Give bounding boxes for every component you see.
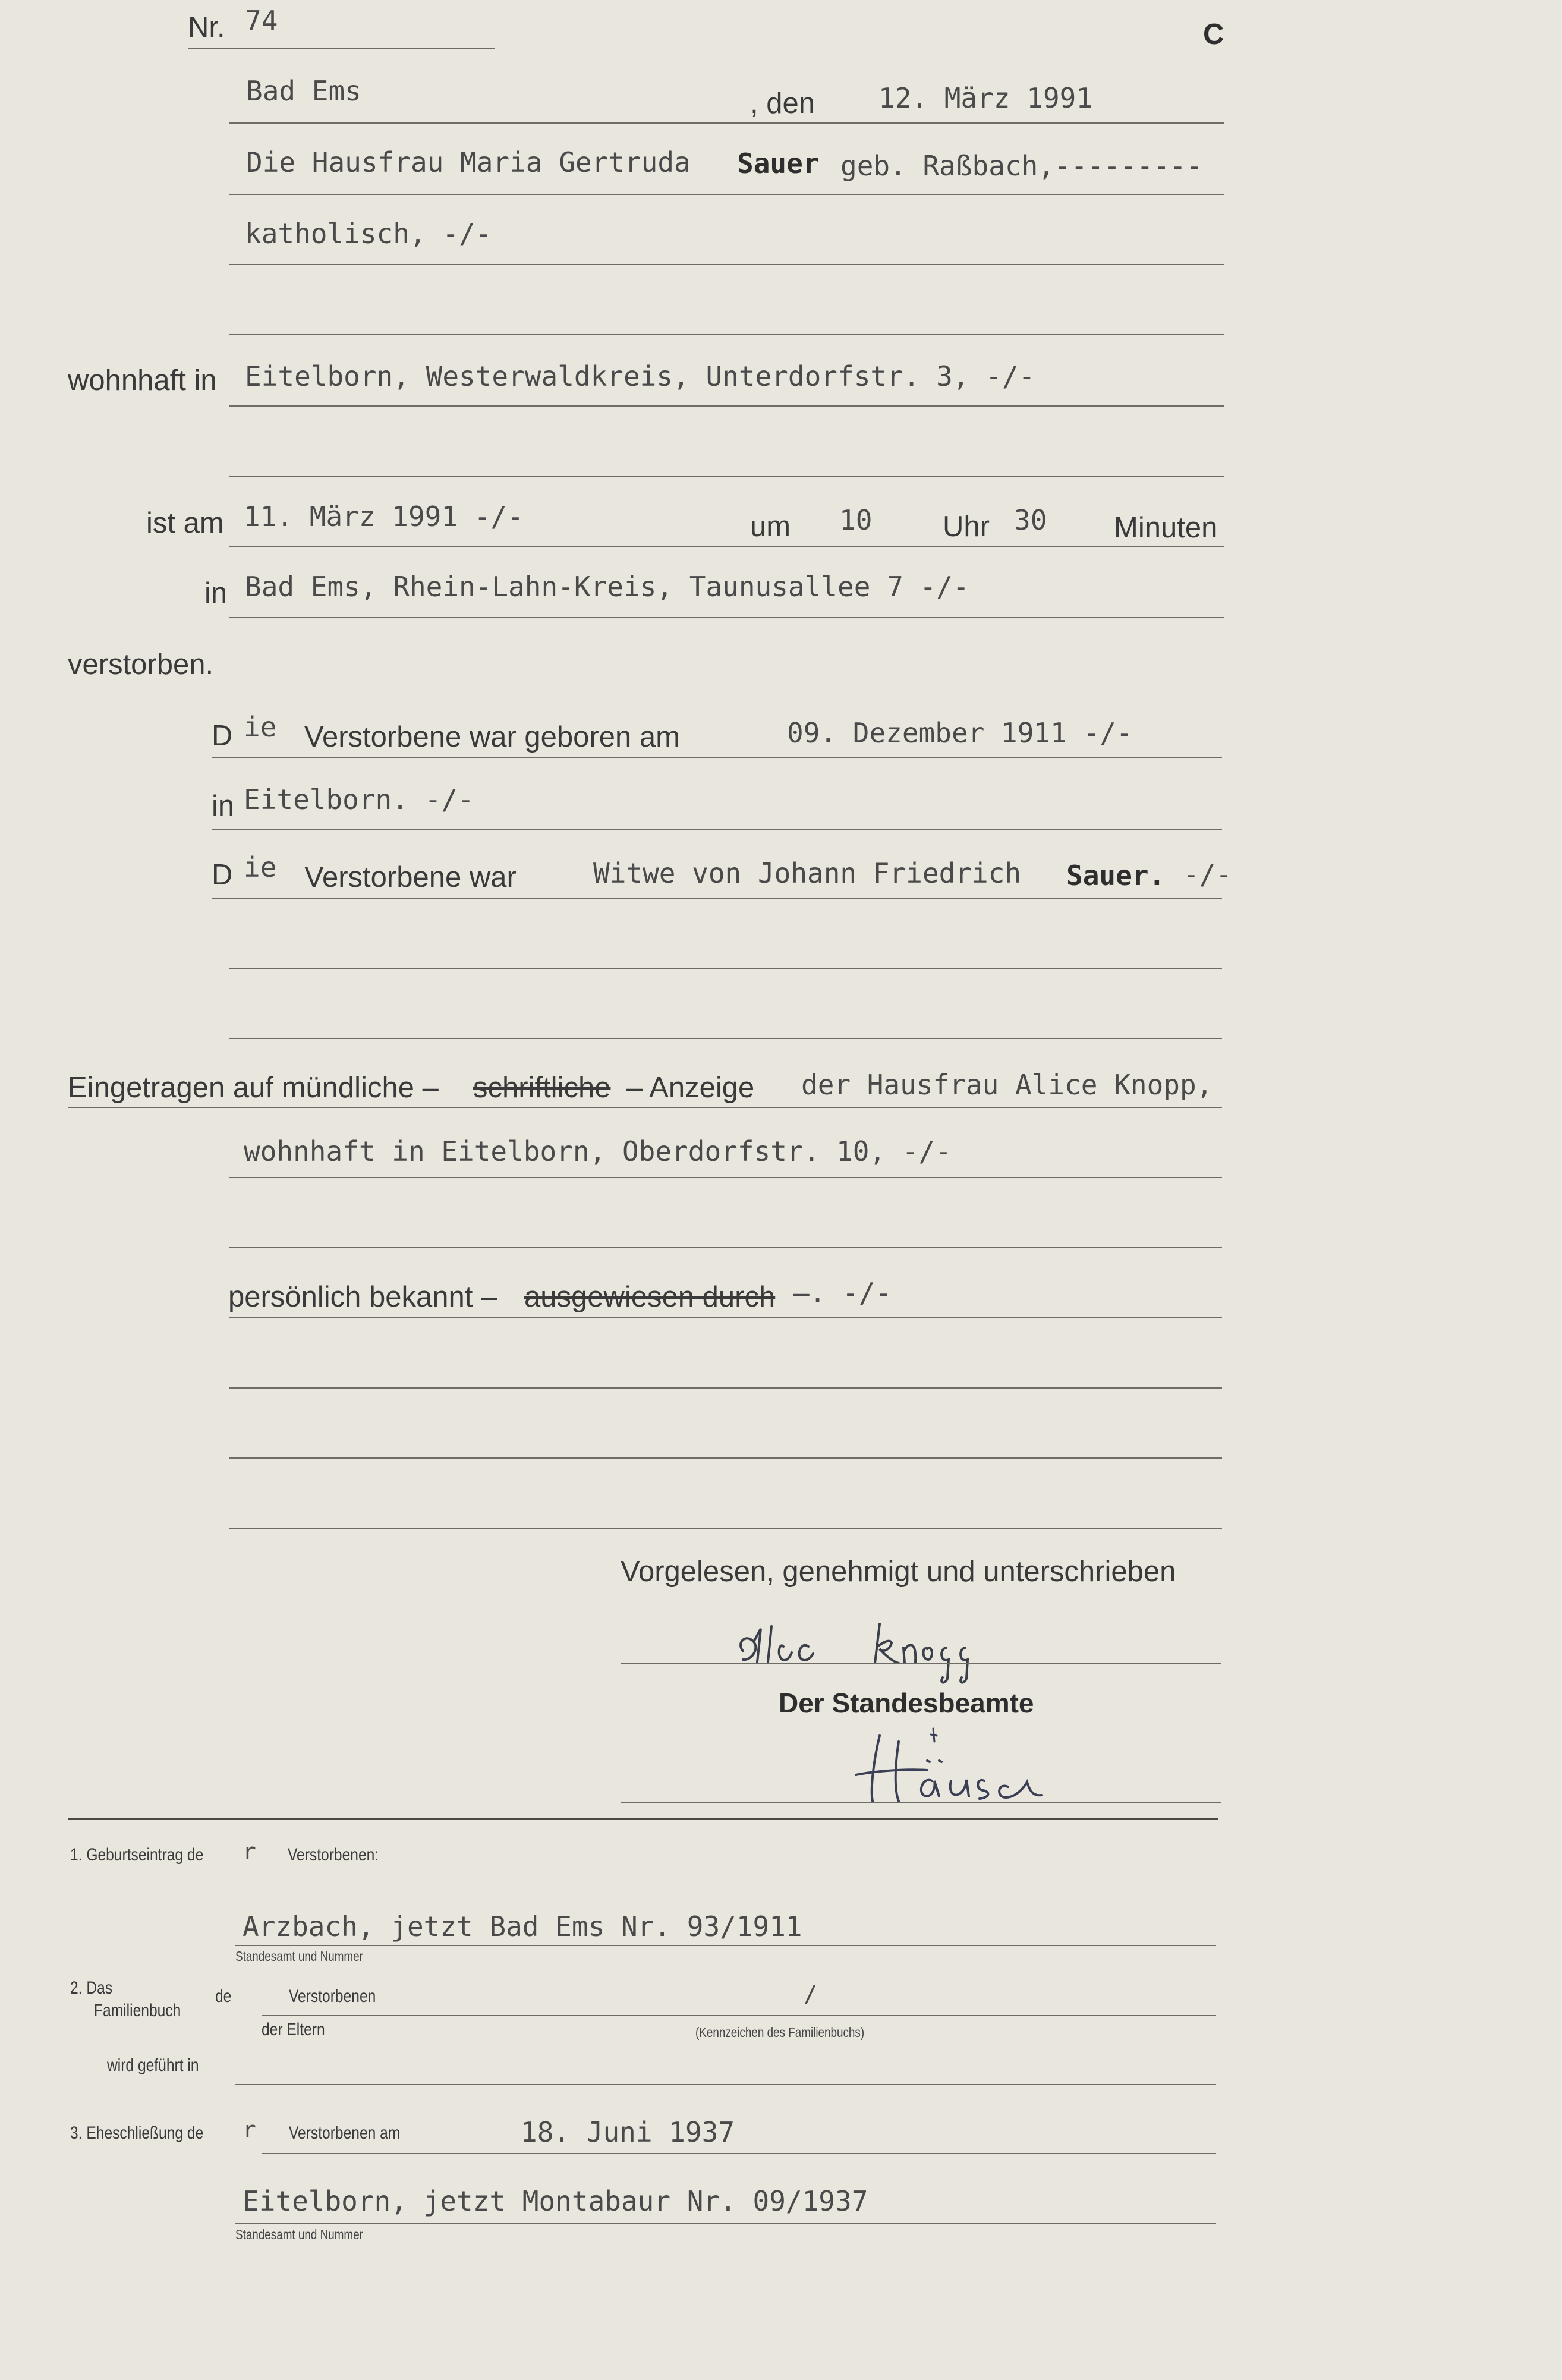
marital-d-label: D	[212, 859, 233, 891]
informant-signature-line	[621, 1663, 1221, 1664]
footnote-2-label-b: Familienbuch	[94, 2001, 181, 2020]
blank-line-1	[229, 334, 1224, 335]
footnote-2-line	[262, 2015, 1216, 2016]
residence-value: Eitelborn, Westerwaldkreis, Unterdorfstr. 3, -/-	[245, 360, 1035, 392]
person-name-suffix: geb. Raßbach,---------	[840, 150, 1203, 182]
um-label: um	[750, 511, 791, 543]
den-label: , den	[750, 87, 815, 119]
place-date-line	[229, 122, 1224, 124]
person-line	[229, 194, 1224, 195]
informant-name: der Hausfrau Alice Knopp,	[801, 1069, 1213, 1101]
footnote-1-label: 1. Geburtseintrag de	[70, 1845, 204, 1865]
birth-d-suffix: ie	[244, 711, 277, 743]
death-place-label: in	[204, 577, 228, 609]
footnote-3-standesamt-label: Standesamt und Nummer	[235, 2227, 363, 2242]
registrar-signature-line	[621, 1802, 1221, 1803]
person-religion: katholisch, -/-	[245, 218, 492, 250]
person-name-prefix: Die Hausfrau Maria Gertruda	[246, 146, 691, 178]
blank-line-2	[229, 476, 1224, 477]
footnote-2-gefuehrt-line	[235, 2084, 1216, 2085]
footnote-1-letter: r	[243, 1838, 256, 1865]
minuten-label: Minuten	[1114, 512, 1218, 544]
identity-label-2: –. -/-	[793, 1277, 892, 1309]
blank-line-6	[229, 1387, 1222, 1389]
footnote-separator	[68, 1818, 1218, 1820]
death-minute: 30	[1014, 504, 1047, 536]
identity-label-struck: ausgewiesen durch	[524, 1281, 776, 1313]
birth-d-label: D	[212, 720, 233, 752]
blank-line-7	[229, 1457, 1222, 1459]
birth-place-line	[212, 829, 1222, 830]
footnote-2-verstorbenen: Verstorbenen	[289, 1987, 376, 2006]
death-place-line	[229, 617, 1224, 618]
birth-date: 09. Dezember 1911 -/-	[787, 717, 1133, 749]
identity-label-1: persönlich bekannt –	[228, 1281, 497, 1313]
register-letter: C	[1203, 18, 1224, 51]
uhr-label: Uhr	[943, 511, 990, 543]
footnote-2-kennzeichen: (Kennzeichen des Familienbuchs)	[695, 2025, 865, 2040]
footnote-1-label-2: Verstorbenen:	[288, 1845, 379, 1865]
birth-label: Verstorbene war geboren am	[304, 721, 680, 753]
footnote-3-label: 3. Eheschließung de	[70, 2123, 204, 2143]
footnote-1-line	[235, 1945, 1216, 1946]
footnote-3-place: Eitelborn, jetzt Montabaur Nr. 09/1937	[243, 2185, 868, 2217]
nr-line	[188, 48, 495, 49]
marital-d-suffix: ie	[244, 851, 277, 883]
residence-label: wohnhaft in	[68, 364, 217, 396]
blank-line-4	[229, 1038, 1222, 1039]
person-surname: Sauer	[737, 147, 820, 180]
death-place: Bad Ems, Rhein-Lahn-Kreis, Taunusallee 7 -/-	[245, 571, 969, 603]
footnote-3-label-2: Verstorbenen am	[289, 2123, 401, 2143]
marital-value-prefix: Witwe von Johann Friedrich	[593, 857, 1022, 889]
blank-line-3	[229, 968, 1222, 969]
verstorben-label: verstorben.	[68, 648, 214, 681]
report-label-1: Eingetragen auf mündliche –	[68, 1072, 439, 1104]
registration-place: Bad Ems	[246, 75, 361, 107]
footnote-2-eltern: der Eltern	[262, 2020, 325, 2039]
nr-label: Nr.	[188, 11, 225, 43]
birth-place: Eitelborn. -/-	[244, 783, 474, 816]
footnote-2-gefuehrt: wird geführt in	[107, 2055, 199, 2075]
marital-value-suffix: -/-	[1183, 858, 1233, 890]
footnote-2-de: de	[215, 1987, 232, 2006]
registrar-label: Der Standesbeamte	[779, 1688, 1034, 1718]
entry-number: 74	[245, 5, 278, 37]
informant-address: wohnhaft in Eitelborn, Oberdorfstr. 10, -/-	[244, 1135, 952, 1167]
registrar-signature	[844, 1724, 1129, 1813]
death-date: 11. März 1991 -/-	[244, 500, 524, 533]
residence-line	[229, 405, 1224, 407]
death-date-label: ist am	[146, 507, 224, 539]
registration-date: 12. März 1991	[878, 82, 1093, 114]
footnote-3-place-line	[235, 2223, 1216, 2224]
marital-line	[212, 898, 1222, 899]
footnote-3-letter: r	[243, 2117, 256, 2143]
footnote-3-date: 18. Juni 1937	[521, 2116, 735, 2148]
blank-line-5	[229, 1247, 1222, 1248]
birth-date-line	[212, 757, 1222, 758]
identity-line	[229, 1317, 1222, 1318]
report-label-struck: schriftliche	[473, 1072, 611, 1104]
birth-place-label: in	[212, 790, 235, 822]
blank-line-8	[229, 1528, 1222, 1529]
religion-line	[229, 264, 1224, 265]
read-approved-label: Vorgelesen, genehmigt und unterschrieben	[621, 1556, 1176, 1588]
footnote-2-label-a: 2. Das	[70, 1978, 113, 1998]
footnote-2-slash: /	[804, 1981, 817, 2007]
marital-value-surname: Sauer.	[1066, 860, 1166, 892]
footnote-1-standesamt-label: Standesamt und Nummer	[235, 1948, 363, 1964]
informant-address-line	[229, 1177, 1222, 1178]
marital-label: Verstorbene war	[304, 861, 517, 893]
report-label-2: – Anzeige	[626, 1072, 755, 1104]
informant-signature	[725, 1605, 1034, 1688]
death-hour: 10	[839, 504, 873, 536]
death-date-line	[229, 546, 1224, 547]
footnote-1-value: Arzbach, jetzt Bad Ems Nr. 93/1911	[243, 1910, 802, 1943]
report-line	[68, 1107, 1222, 1108]
footnote-3-date-line	[262, 2153, 1216, 2154]
